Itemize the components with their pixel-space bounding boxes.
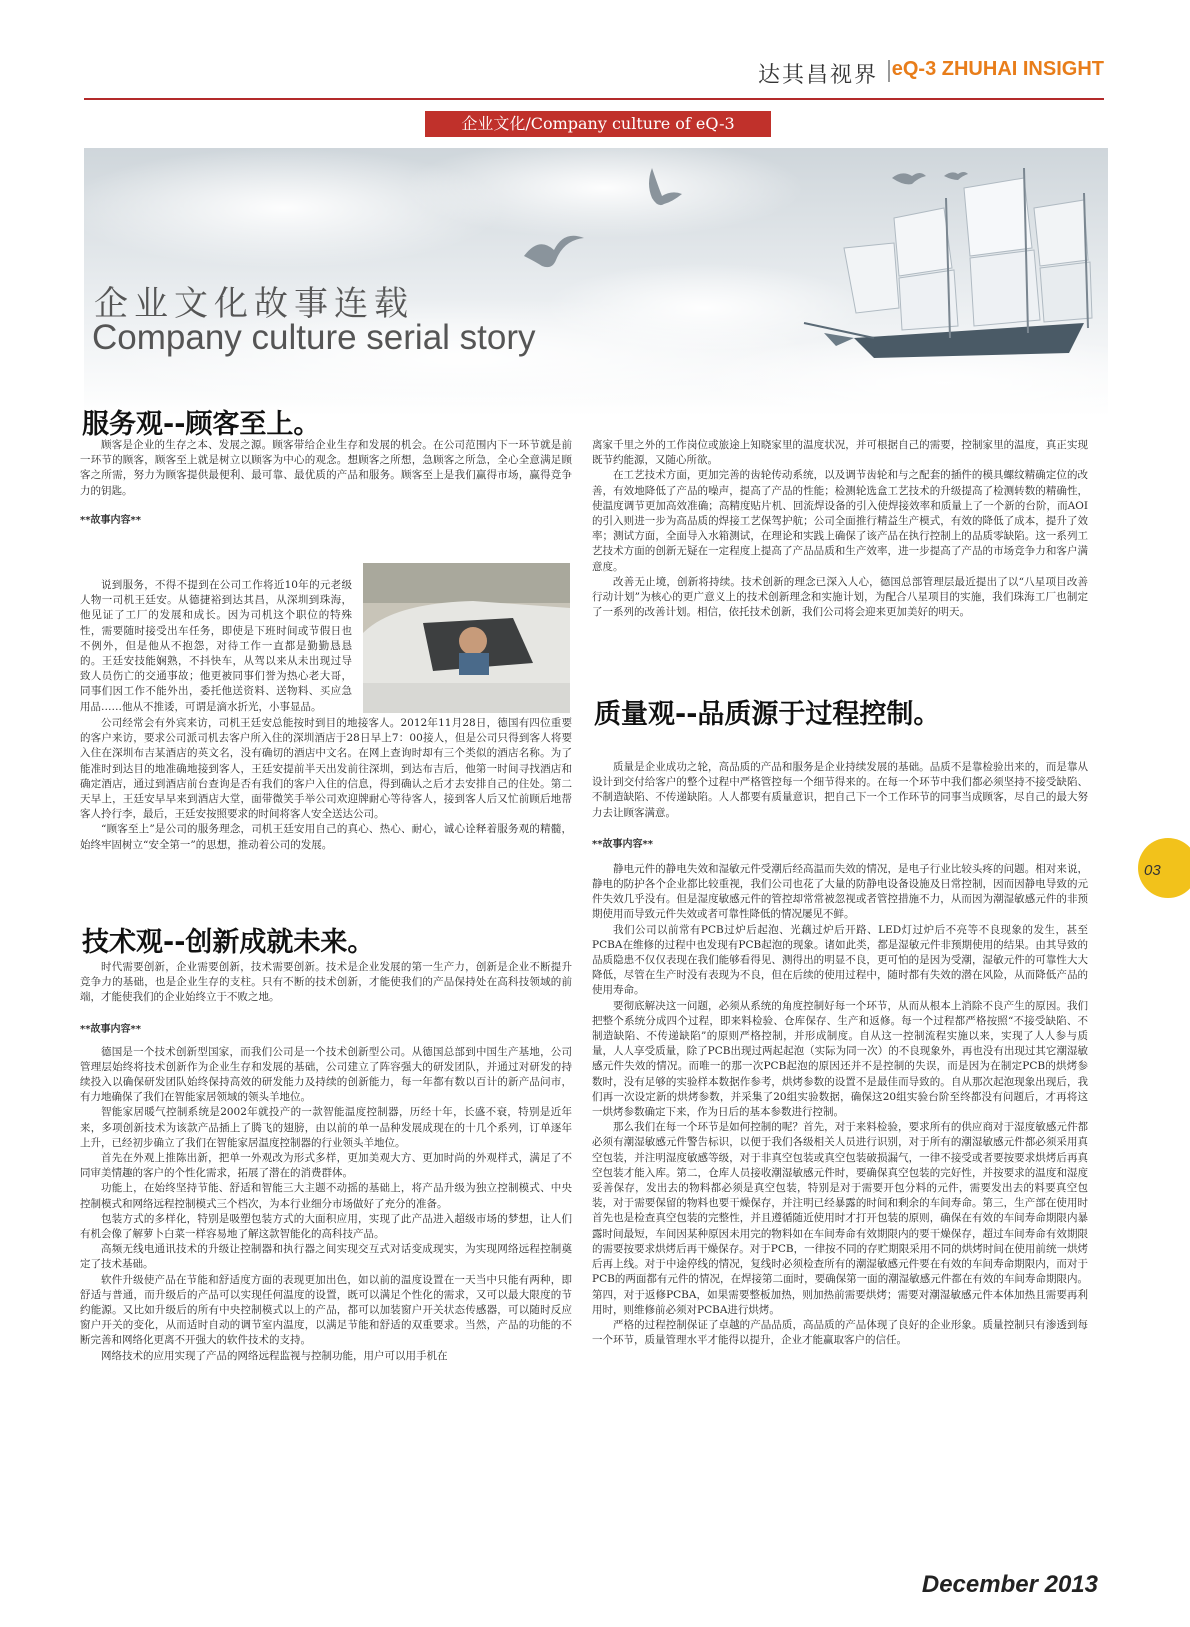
page-number: 03 xyxy=(1144,862,1161,879)
tech-block xyxy=(80,960,572,1364)
banner-title-cn: 企业文化故事连载 xyxy=(94,284,414,324)
section-heading-quality: 质量观--品质源于过程控制。 xyxy=(594,699,941,730)
tech-p10: 在工艺技术方面，更加完善的齿轮传动系统，以及调节齿轮和与之配套的插件的模具螺纹精确定位的改善，有效地降低了产品的噪声，提高了产品的性能；检测轮选盒工艺技术的升级提高了检测转数的精确性，使温度调节更加高效准确；高精度贴片机、回流焊设备的引入使焊接效率和质量上了一个新的台阶，而AOI的引入则进一步为高品质的焊接工艺保驾护航；公司全面推行精益生产模式，有效的降低了成本，提升了效率；测试方面，全面导入水箱测试，在理论和实践上确保了该产品在执行控制上的品质零缺陷。这一系列工艺技术方面的创新无疑在一定程度上提高了产品品质和生产效率，进一步提高了产品的市场竞争力和客户满意度。 xyxy=(592,469,1088,573)
quality-p4: 那么我们在每一个环节是如何控制的呢？首先，对于来料检验，要求所有的供应商对于湿度敏感元件都必须有潮湿敏感元件警告标识，以便于我们各级相关人员进行识别，对于所有的潮湿敏感元件都必须采用真空包装，并注明湿度敏感等级，对于非真空包装或真空包装破损漏气，一律不接受或者要按要求烘烤后再真空包装才能入库。第二，仓库人员接收潮湿敏感元件时，要确保真空包装的完好性，并按要求的温度和湿度妥善保存，发出去的物料都必须是真空包装，特别是对于需要开包分料的元件，需要发出去的料要真空包装，对于需要保留的物料也要干燥保存，并注明已经暴露的时间和剩余的车间寿命。第三，生产部在使用时首先也是检查真空包装的完整性，并且遵循随近使用时才打开包装的原则，确保在有效的车间寿命期限内暴露时间最短，车间因某种原因未用完的物料如在车间寿命有效期限内的要干燥保存，超过车间寿命有效期限的需要按要求烘烤后再干燥保存。对于PCB，一律按不同的存贮期限采用不同的烘烤时间在使用前统一烘烤后再上线。对于中途停线的情况，复线时必须检查所有的潮湿敏感元件要在有效的车间寿命期限内，而对于PCB的两面都有元件的情况，在焊接第二面时，要确保第一面的潮湿敏感元件都在有效的车间寿命期限内。第四，对于返修PCBA，如果需要整板加热，则加热前需要烘烤；需要对潮湿敏感元件本体加热且需要再利用时，则维修前必须对PCBA进行烘烤。 xyxy=(592,1121,1088,1316)
story-label: **故事内容** xyxy=(80,1023,141,1035)
tech-p4: 功能上，在始终坚持节能、舒适和智能三大主题不动摇的基础上，将产品升级为独立控制模式、中央控制模式和网络远程控制模式三个档次，为本行业细分市场做好了充分的准备。 xyxy=(80,1182,572,1210)
story-label: **故事内容** xyxy=(592,838,653,850)
magazine-title-cn: 达其昌视界 xyxy=(757,63,878,88)
tech-continued-block xyxy=(592,438,1088,620)
quality-intro: 质量是企业成功之轮，高品质的产品和服务是企业持续发展的基础。品质不是靠检验出来的，而是靠从设计到交付给客户的整个过程中严格管控每一个细节得来的。在每一个环节中我们都必须坚持不接受缺陷、不制造缺陷、不传递缺陷。人人都要有质量意识，把自己下一个工作环节的同事当成顾客，尽自己的最大努力去让顾客满意。 xyxy=(592,761,1088,819)
service-story-p2: 公司经常会有外宾来访，司机王廷安总能按时到目的地接客人。2012年11月28日，德国有四位重要的客户来访，要求公司派司机去客户所入住的深圳酒店于28日早上7：00接人，但是公司只得到客人将要入住在深圳布吉某酒店的英文名，没有确切的酒店中文名。在网上查询时却有三个类似的酒店名称。为了能准时到达目的地准确地接到客人，王廷安提前半天出发前往深圳，到达布吉后，他第一时间寻找酒店和确定酒店，通过到酒店前台查询是否有我们的客户入住的信息，得到确认之后才去安排自己的住处。第二天早上，王廷安早早来到酒店大堂，面带微笑手举公司欢迎牌耐心等待客人，接到客人后又忙前顾后地帮客人拎行李，最后，王廷安按照要求的时间将客人安全送达公司。 xyxy=(80,717,572,821)
service-story-p1: 说到服务，不得不提到在公司工作将近10年的元老级人物一司机王廷安。从德捷裕到达其昌，从深圳到珠海，他见证了工厂的发展和成长。因为司机这个职位的特殊性，需要随时接受出车任务，即使是下班时间或节假日也不例外，但是他从不抱怨，对待工作一直都是勤勤恳恳的。王廷安技能娴熟，不抖快车，从驾以来从未出现过导致人员伤亡的交通事故；他更被同事们誉为热心老大哥，同事们因工作不能外出，委托他送资料、送物料、买应急用品……他从不推诿，可谓是滴水折光，小事显品。 xyxy=(80,579,352,713)
quality-p1: 静电元件的静电失效和湿敏元件受潮后经高温而失效的情况，是电子行业比较头疼的问题。相对来说，静电的防护各个企业都比较重视，我们公司也花了大量的防静电设备设施及日常控制，因而因静电导致的元件失效几乎没有。但是湿度敏感元件的管控却常常被忽视或者管控措施不力，从而因为潮湿敏感元件的非预期使用而导致元件失效或者可靠性降低的情况屡见不鲜。 xyxy=(592,862,1088,921)
tech-p9: 离家千里之外的工作岗位或旅途上知晓家里的温度状况，并可根据自己的需要，控制家里的温度，真正实现既节约能源，又随心所欲。 xyxy=(592,439,1088,467)
header-rule xyxy=(84,98,1104,100)
quality-block xyxy=(592,760,1088,1348)
tech-p11: 改善无止境，创新将持续。技术创新的理念已深入人心，德国总部管理层最近提出了以“八星项目改善行动计划”为核心的更广意义上的技术创新理念和实施计划，为配合八星项目的实施，我们珠海工厂也制定了一系列的改善计划。相信，依托技术创新，我们公司将会迎来更加美好的明天。 xyxy=(592,575,1088,619)
quality-p5: 严格的过程控制保证了卓越的产品品质，高品质的产品体现了良好的企业形象。质量控制只有渗透到每一个环节，质量管理水平才能得以提升，企业才能赢取客户的信任。 xyxy=(592,1318,1088,1347)
tech-p6: 高频无线电通讯技术的升级让控制器和执行器之间实现交互式对话变成现实，为实现网络远程控制奠定了技术基础。 xyxy=(80,1243,572,1271)
header-separator xyxy=(888,60,890,82)
tech-p5: 包装方式的多样化，特别是吸塑包装方式的大面积应用，实现了此产品进入超级市场的梦想，让人们有机会像了解萝卜白菜一样容易地了解这款智能化的高科技产品。 xyxy=(80,1212,572,1241)
issue-date: December 2013 xyxy=(921,1571,1098,1598)
quality-p3: 要彻底解决这一问题，必须从系统的角度控制好每一个环节，从而从根本上消除不良产生的原因。我们把整个系统分成四个过程，即来料检验、仓库保存、生产和返修。每一个过程都严格按照“不接受缺陷、不制造缺陷、不传递缺陷”的原则严格控制，并形成制度。自从这一控制流程实施以来，实现了人人参与质量，人人享受质量，除了PCB出现过两起起泡（实际为同一次）的不良现象外，再也没有出现过其它潮湿敏感元件失效的情况。而唯一的那一次PCB起泡的原因还并不是控制的失误，而是因为在制定PCB的烘烤参数时，没有足够的实验样本数据作参考，烘烤参数的设置不是最佳而导致的。自从那次起泡现象出现后，我们再一次设定新的烘烤参数，并采集了20组实验数据，确保这20组实验台阶至终都没有问题后，才再将这一烘烤参数确定下来，作为日后的基本参数进行控制。 xyxy=(592,999,1088,1119)
section-tab: 企业文化/Company culture of eQ-3 xyxy=(425,111,771,137)
banner-title-en: Company culture serial story xyxy=(92,318,536,357)
tech-p3: 首先在外观上推陈出新，把单一外观改为形式多样，更加美观大方、更加时尚的外观样式，满足了不同审美情趣的客户的个性化需求，拓展了潜在的消费群体。 xyxy=(80,1152,572,1180)
driver-photo xyxy=(363,563,570,713)
service-story-part2 xyxy=(80,716,572,853)
section-heading-tech: 技术观--创新成就未来。 xyxy=(82,927,375,958)
service-intro-block xyxy=(80,438,572,526)
quality-p2: 我们公司以前常有PCB过炉后起泡、光藕过炉后开路、LED灯过炉后不亮等不良现象的发生，甚至PCBA在维修的过程中也发现有PCB起泡的现象。诸如此类，都是湿敏元件非预期使用的结果。由其导致的品质隐患不仅仅表现在我们能够看得见、测得出的明显不良，更可怕的是因为受潮，湿敏元件的可靠性大大降低，尽管在生产时没有表现为不良，但在后续的使用过程中，随时都有失效的潜在风险，从而降低产品的使用寿命。 xyxy=(592,923,1088,997)
service-story-p3: “顾客至上”是公司的服务理念，司机王廷安用自己的真心、热心、耐心，诚心诠释着服务观的精髓，始终牢固树立“安全第一”的思想，推动着公司的发展。 xyxy=(80,823,572,851)
magazine-title-en: eQ-3 ZHUHAI INSIGHT xyxy=(891,58,1104,80)
story-label: **故事内容** xyxy=(80,514,141,526)
service-intro: 顾客是企业的生存之本、发展之源。顾客带给企业生存和发展的机会。在公司范围内下一环节就是前一环节的顾客，顾客至上就是树立以顾客为中心的观念。想顾客之所想，急顾客之所急，全心全意满足顾客之所需，努力为顾客提供最便利、最可靠、最优质的产品和服务。顾客至上是我们赢得市场，赢得竞争力的钥匙。 xyxy=(80,439,572,497)
tech-p2: 智能家居暖气控制系统是2002年就投产的一款智能温度控制器，历经十年，长盛不衰，特别是近年来，多项创新技术为该款产品插上了腾飞的翅膀，由以前的单一品种发展成现在的十几个系列，订单逐年上升，已经初步确立了我们在智能家居温度控制器的行业领头羊地位。 xyxy=(80,1106,572,1149)
tech-p8: 网络技术的应用实现了产品的网络远程监视与控制功能，用户可以用手机在 xyxy=(101,1349,448,1362)
tech-p7: 软件升级使产品在节能和舒适度方面的表现更加出色，如以前的温度设置在一天当中只能有两种，即舒适与普通，而升级后的产品可以实现任何温度的设置，既可以满足个性化的需求，又可以最大限度的节约能源。又比如升级后的所有中央控制模式以上的产品，都可以加装窗户开关状态传感器，可以随时反应窗户开关的变化，从而适时自动的调节室内温度，以满足节能和舒适的双重要求。当然，产品的功能的不断完善和网络化更离不开强大的软件技术的支持。 xyxy=(80,1273,572,1347)
section-heading-service: 服务观--顾客至上。 xyxy=(82,409,321,440)
driver-in-car-image xyxy=(363,563,570,713)
tech-intro: 时代需要创新，企业需要创新，技术需要创新。技术是企业发展的第一生产力，创新是企业不断提升竞争力的基础，也是企业生存的支柱。只有不断的技术创新，才能使我们的产品保持处在高科技领域的前端，才能使我们的企业始终立于不败之地。 xyxy=(80,961,572,1004)
service-story-part1 xyxy=(80,578,352,714)
tech-p1: 德国是一个技术创新型国家，而我们公司是一个技术创新型公司。从德国总部到中国生产基地，公司管理层始终将技术创新作为企业生存和发展的基础，公司建立了阵容强大的研发团队，并通过对研发的持续投入以确保研发团队始终保持高效的研发能力及持续的创新能力，每一年都有数以百计的新产品问市，有力地确保了我们在智能家居领域的领头羊地位。 xyxy=(80,1045,572,1104)
